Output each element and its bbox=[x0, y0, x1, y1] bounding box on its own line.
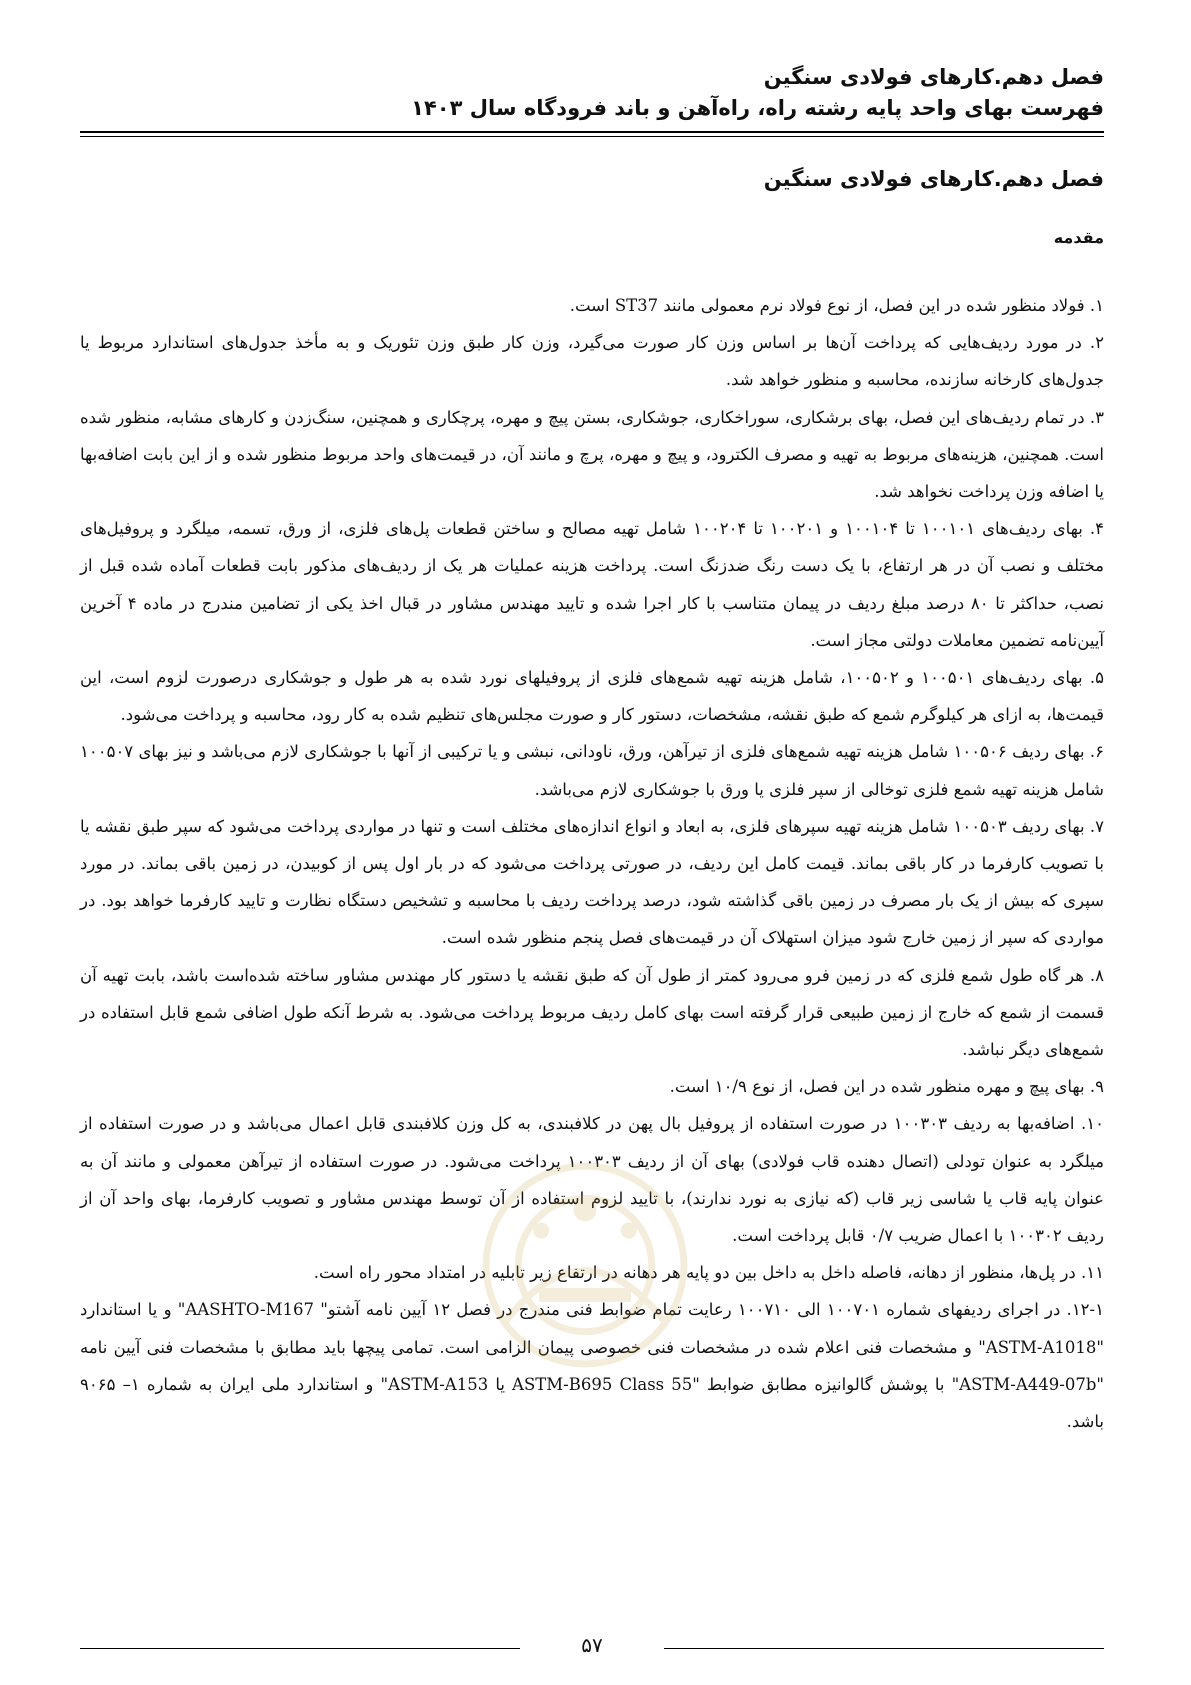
footer-rule-left bbox=[80, 1648, 520, 1649]
paragraph-2: ۲. در مورد ردیف‌هایی که پرداخت آن‌ها بر اساس وزن کار صورت می‌گیرد، وزن کار طبق وزن تئوریک و به مأخذ جدول‌های استاندارد مربوط یا جدول‌های کارخانه سازنده، محاسبه و منظور خواهد شد. bbox=[80, 333, 1104, 390]
page-header bbox=[80, 62, 1104, 124]
header-rule-thick bbox=[80, 131, 1104, 133]
paragraph-4: ۴. بهای ردیف‌های ۱۰۰۱۰۱ تا ۱۰۰۱۰۴ و ۱۰۰۲۰۱ تا ۱۰۰۲۰۴ شامل تهیه مصالح و ساختن قطعات پل‌های فلزی، از ورق، تسمه، میلگرد و پروفیل‌های مختلف و نصب آن در هر ارتفاع، با یک دست رنگ ضدزنگ است. پرداخت هزینه عملیات هر یک از ردیف‌های مذکور بابت قطعات آماده شده قبل از نصب، حداکثر تا ۸۰ درصد مبلغ ردیف در پیمان متناسب با کار اجرا شده و تایید مهندس مشاور در قبال اخذ یکی از تضامین مندرج در ماده ۴ آخرین آیین‌نامه تضمین معاملات دولتی مجاز است. bbox=[80, 519, 1104, 650]
paragraph-9: ۹. بهای پیچ و مهره منظور شده در این فصل، از نوع ۱۰/۹ است. bbox=[669, 1077, 1104, 1097]
header-pricelist-line: فهرست بهای واحد پایه رشته راه، راه‌آهن و باند فرودگاه سال ۱۴۰۳ bbox=[411, 96, 1104, 120]
paragraph-10: ۱۰. اضافه‌بها به ردیف ۱۰۰۳۰۳ در صورت استفاده از پروفیل بال پهن در کلافبندی، به کل وزن کلافبندی قابل اعمال می‌باشد و در صورت استفاده از میلگرد به عنوان تودلی (اتصال دهنده قاب فولادی) بهای آن از ردیف ۱۰۰۳۰۳ پرداخت می‌شود. در صورت استفاده از تیرآهن معمولی و مانند آن به عنوان پایه قاب یا شاسی زیر قاب (که نیازی به نورد ندارند)، با تایید لزوم استفاده از آن توسط مهندس مشاور و تصویب کارفرما، بهای واحد آن از ردیف ۱۰۰۳۰۲ با اعمال ضریب ۰/۷ قابل پرداخت است. bbox=[80, 1114, 1105, 1246]
paragraph-1: ۱. فولاد منظور شده در این فصل، از نوع فولاد نرم معمولی مانند ST37 است. bbox=[569, 296, 1104, 315]
page-number: ۵۷ bbox=[581, 1633, 603, 1657]
paragraph-7: ۷. بهای ردیف ۱۰۰۵۰۳ شامل هزینه تهیه سپرهای فلزی، به ابعاد و انواع اندازه‌های مختلف است و تنها در مواردی پرداخت می‌شود که سپر طبق نقشه یا با تصویب کارفرما در کار باقی بماند. قیمت کامل این ردیف، در صورتی پرداخت می‌شود که در بار اول پس از کوبیدن، در زمین باقی بماند. در مورد سپری که بیش از یک بار مصرف در زمین باقی گذاشته شود، درصد پرداخت ردیف با محاسبه و تشخیص دستگاه نظارت و تایید کارفرما خواهد بود. در مواردی که سپر از زمین خارج شود میزان استهلاک آن در قیمت‌های فصل پنجم منظور شده است. bbox=[80, 816, 1104, 948]
paragraph-8: ۸. هر گاه طول شمع فلزی که در زمین فرو می‌رود کمتر از طول آن که طبق نقشه یا دستور کار مهندس مشاور ساخته شده‌است باشد، بابت تهیه آن قسمت از شمع که خارج از زمین طبیعی قرار گرفته است بهای کامل ردیف مربوط پرداخت می‌شود. به شرط آنکه طول اضافی شمع قابل استفاده در شمع‌های دیگر نباشد. bbox=[80, 965, 1104, 1060]
paragraph-5: ۵. بهای ردیف‌های ۱۰۰۵۰۱ و ۱۰۰۵۰۲، شامل هزینه تهیه شمع‌های فلزی از پروفیلهای نورد شده به هر طول و جوشکاری درصورت لزوم است، این قیمت‌ها، به ازای هر کیلوگرم شمع که طبق نقشه، مشخصات، دستور کار و صورت مجلس‌های تنظیم شده به کار رود، محاسبه و پرداخت می‌شود. bbox=[80, 668, 1104, 725]
section-title: مقدمه bbox=[1053, 228, 1104, 247]
header-rule-thin bbox=[80, 136, 1104, 137]
footer-rule-right bbox=[664, 1648, 1104, 1649]
page-footer bbox=[80, 1626, 1104, 1666]
paragraph-12: ۱۲-۱. در اجرای ردیفهای شماره ۱۰۰۷۰۱ الی ۱۰۰۷۱۰ رعایت تمام ضوابط فنی مندرج در فصل ۱۲ آیین نامه آشتو" AASHTO-M167" و یا استاندارد "ASTM-A1018" و مشخصات فنی اعلام شده در مشخصات فنی خصوصی پیمان الزامی است. تمامی پیچها باید مطابق با مشخصات فنی آیین نامه "ASTM-A449-07b" با پوشش گالوانیزه مطابق ضوابط "ASTM-B695 Class 55 یا ASTM-A153" و استاندارد ملی ایران به شماره ۱– ۹۰۶۵ باشد. bbox=[80, 1300, 1105, 1432]
header-chapter-line: فصل دهم.کارهای فولادی سنگین bbox=[763, 65, 1104, 89]
document-body bbox=[80, 287, 1104, 1440]
paragraph-11: ۱۱. در پل‌ها، منظور از دهانه، فاصله داخل به داخل بین دو پایه هر دهانه در ارتفاع زیر تابلیه در امتداد محور راه است. bbox=[313, 1263, 1104, 1283]
paragraph-6: ۶. بهای ردیف ۱۰۰۵۰۶ شامل هزینه تهیه شمع‌های فلزی از تیرآهن، ورق، ناودانی، نبشی و یا ترکیبی از آنها با جوشکاری لازم می‌باشد و نیز بهای ۱۰۰۵۰۷ شامل هزینه تهیه شمع فلزی توخالی از سپر فلزی یا ورق با جوشکاری لازم می‌باشد. bbox=[80, 742, 1104, 799]
chapter-title: فصل دهم.کارهای فولادی سنگین bbox=[763, 167, 1104, 191]
paragraph-3: ۳. در تمام ردیف‌های این فصل، بهای برشکاری، سوراخکاری، جوشکاری، بستن پیچ و مهره، پرچکاری و همچنین، سنگ‌زدن و کارهای مشابه، منظور شده است. همچنین، هزینه‌های مربوط به تهیه و مصرف الکترود، و پیچ و مهره، پرچ و مانند آن، در قیمت‌های واحد مربوط منظور شده و از این بابت اضافه‌بها یا اضافه وزن پرداخت نخواهد شد. bbox=[80, 407, 1104, 502]
